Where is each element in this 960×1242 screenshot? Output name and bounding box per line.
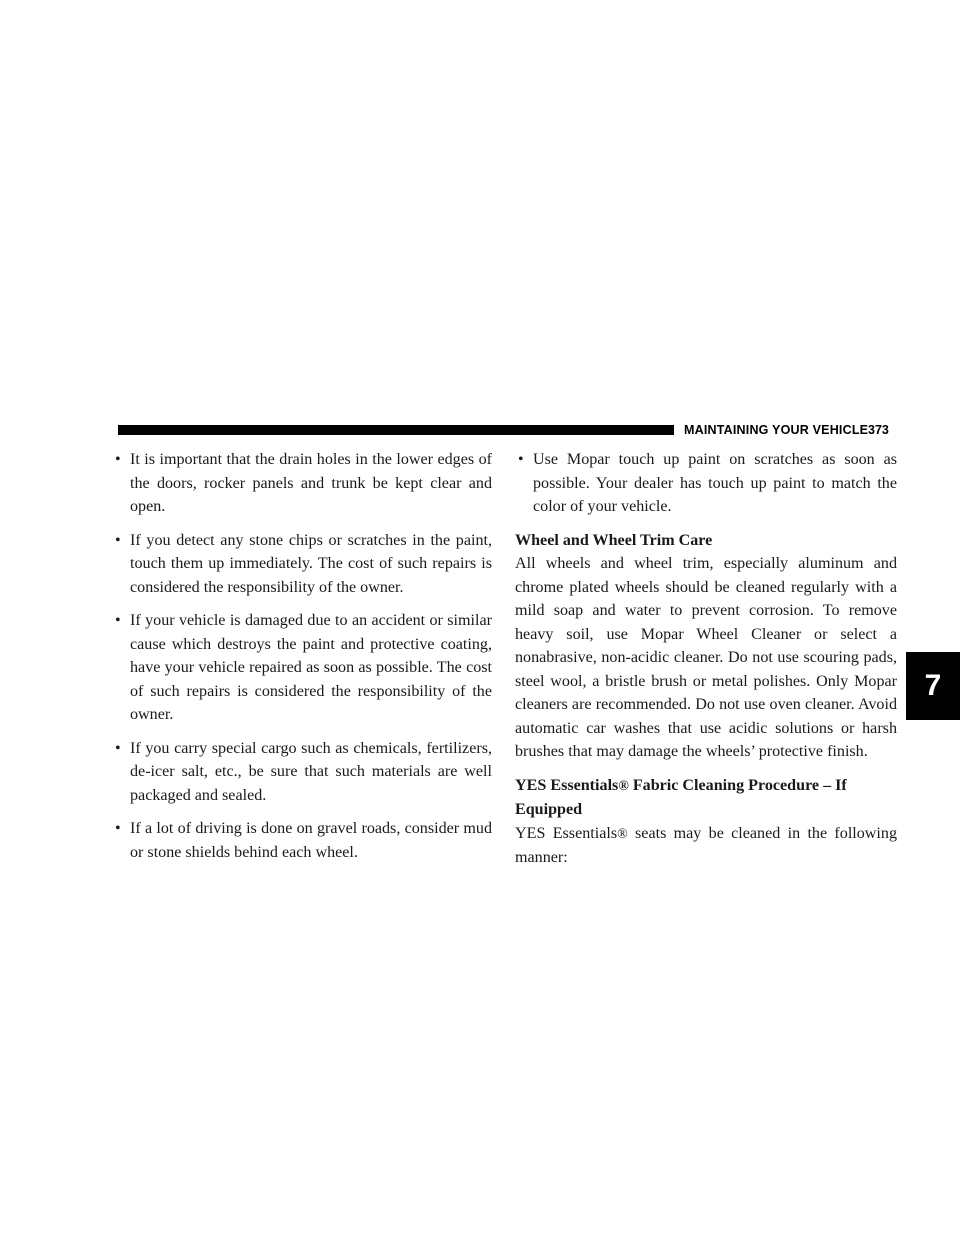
list-item <box>112 529 492 600</box>
section-title: MAINTAINING YOUR VEHICLE <box>684 423 869 437</box>
list-item-text: If you detect any stone chips or scratches in the paint, touch them up immediately. The cost of such repairs is considered the responsibility of the owner. <box>130 531 492 596</box>
fabric-cleaning-section <box>515 774 897 870</box>
fabric-body-rest: seats may be cleaned in the following manner: <box>515 824 897 866</box>
list-item <box>112 448 492 519</box>
list-item-text: Use Mopar touch up paint on scratches as soon as possible. Your dealer has touch up paint to match the color of your vehicle. <box>533 451 897 515</box>
bullet-icon: • <box>115 612 121 629</box>
list-item <box>112 737 492 808</box>
left-column <box>112 448 492 874</box>
right-column <box>515 448 897 870</box>
list-item <box>112 817 492 864</box>
list-item-text: If your vehicle is damaged due to an accident or similar cause which destroys the paint and protective coating, have your vehicle repaired as soon as possible. The cost of such repairs is considered the responsibility of the owner. <box>130 612 492 723</box>
header-rule <box>118 425 674 435</box>
fabric-cleaning-heading <box>515 774 897 822</box>
list-item-text: If you carry special cargo such as chemicals, fertilizers, de-icer salt, etc., be sure that such materials are well packaged and sealed. <box>130 739 492 804</box>
fabric-heading-brand: YES Essentials <box>515 776 619 794</box>
bullet-icon: • <box>518 451 524 468</box>
wheel-care-heading: Wheel and Wheel Trim Care <box>515 531 713 549</box>
bullet-icon: • <box>115 531 121 549</box>
bullet-icon: • <box>115 820 121 837</box>
wheel-care-section <box>515 529 897 764</box>
list-item-text: It is important that the drain holes in the lower edges of the doors, rocker panels and trunk be kept clear and open. <box>130 451 492 515</box>
chapter-tab: 7 <box>906 652 960 720</box>
wheel-care-body: All wheels and wheel trim, especially aluminum and chrome plated wheels should be cleaned regularly with a mild soap and water to prevent corrosion. To remove heavy soil, use Mopar Wheel Cleaner or select a nonabrasive, non-acidic cleaner. Do not use scouring pads, steel wool, a bristle brush or metal polishes. Only Mopar cleaners are recommended. Do not use oven cleaner. Avoid automatic car washes that use acidic solutions or harsh brushes that may damage the wheels’ protective finish. <box>515 555 897 760</box>
fabric-heading-rest: Fabric Cleaning Procedure – If Equipped <box>515 776 847 818</box>
list-item <box>112 609 492 727</box>
list-item-text: If a lot of driving is done on gravel roads, consider mud or stone shields behind each wheel. <box>130 820 492 861</box>
bullet-icon: • <box>115 739 121 757</box>
fabric-cleaning-body <box>515 822 897 870</box>
registered-mark: ® <box>617 826 628 842</box>
page-number: 373 <box>868 423 889 437</box>
fabric-body-brand: YES Essentials <box>515 824 618 842</box>
bullet-icon: • <box>115 451 121 468</box>
registered-mark: ® <box>618 778 629 794</box>
list-item <box>515 448 897 519</box>
